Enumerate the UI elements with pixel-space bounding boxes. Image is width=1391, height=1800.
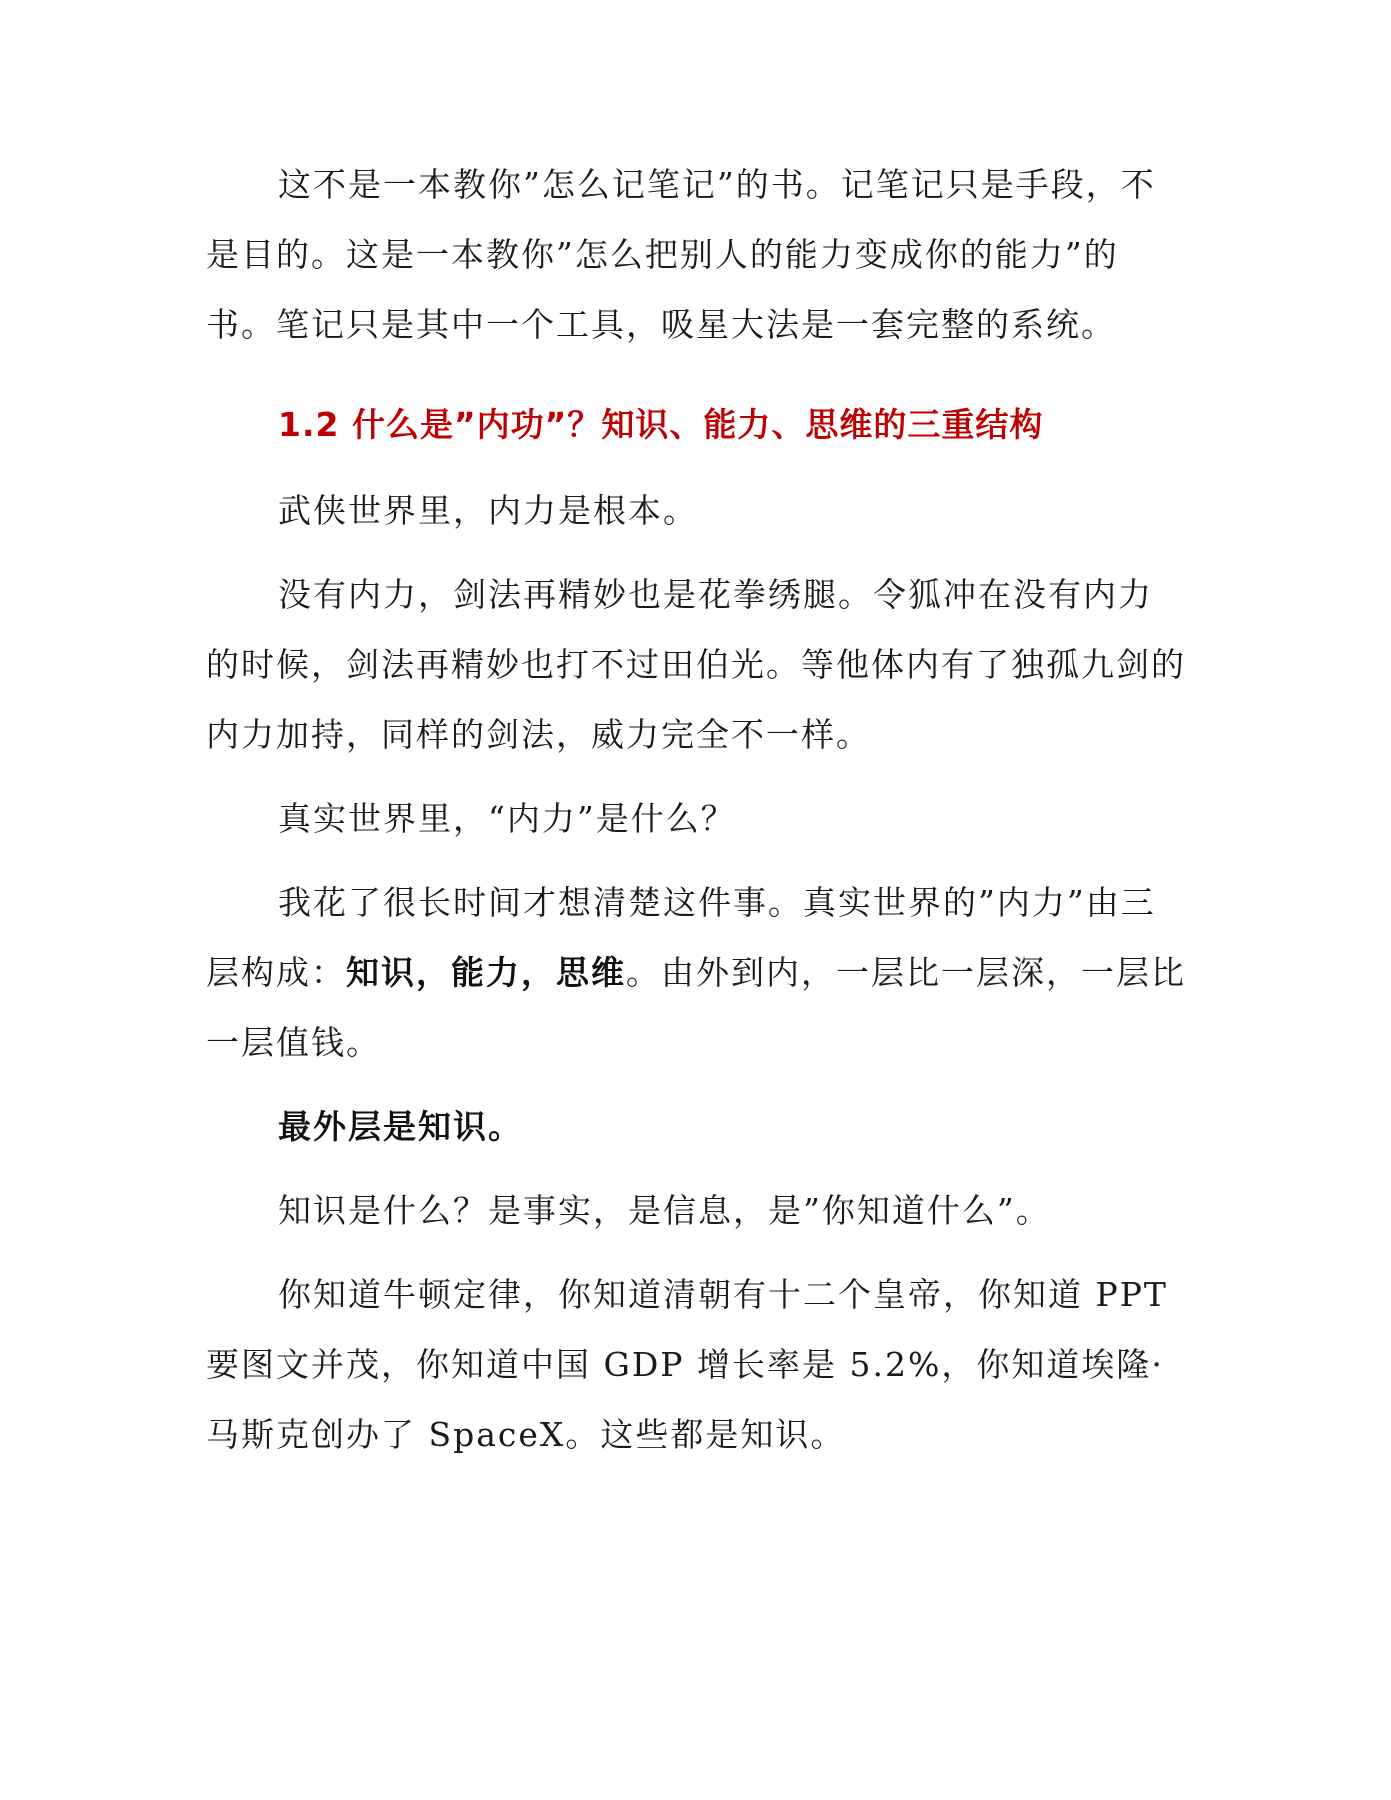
three-layers-end: 。由外到内，一层比一层深，一层比一层值钱。 xyxy=(206,953,1186,1062)
paragraph-inner-force: 武侠世界里，内力是根本。 xyxy=(278,491,698,530)
paragraph-linghu-chong: 没有内力，剑法再精妙也是花拳绣腿。令狐冲在没有内力的时候，剑法再精妙也打不过田伯光。等他体内有了独孤九剑的内力加持，同样的剑法，威力完全不一样。 xyxy=(206,575,1186,754)
paragraph-what-is-knowledge: 知识是什么？是事实，是信息，是”你知道什么”。 xyxy=(278,1191,1051,1230)
paragraph-three-layers xyxy=(206,868,1186,1078)
intro-paragraph: 这不是一本教你”怎么记笔记”的书。记笔记只是手段，不是目的。这是一本教你”怎么把别人的能力变成你的能力”的书。笔记只是其中一个工具，吸星大法是一套完整的系统。 xyxy=(206,165,1156,344)
three-layers-lead: 我花了很长时间才想清楚这件事。真实世界的”内力”由三层构成： xyxy=(206,883,1156,992)
document-body xyxy=(206,150,1186,1484)
three-layers-bold: 知识，能力，思维 xyxy=(346,953,626,992)
paragraph-knowledge-examples: 你知道牛顿定律，你知道清朝有十二个皇帝，你知道 PPT 要图文并茂，你知道中国 GDP 增长率是 5.2%，你知道埃隆·马斯克创办了 SpaceX。这些都是知识。 xyxy=(206,1275,1168,1454)
section-heading: 1.2 什么是”内功”？知识、能力、思维的三重结构 xyxy=(278,405,1044,444)
paragraph-outer-layer: 最外层是知识。 xyxy=(278,1107,523,1146)
paragraph-real-world-question: 真实世界里，“内力”是什么？ xyxy=(278,799,736,838)
